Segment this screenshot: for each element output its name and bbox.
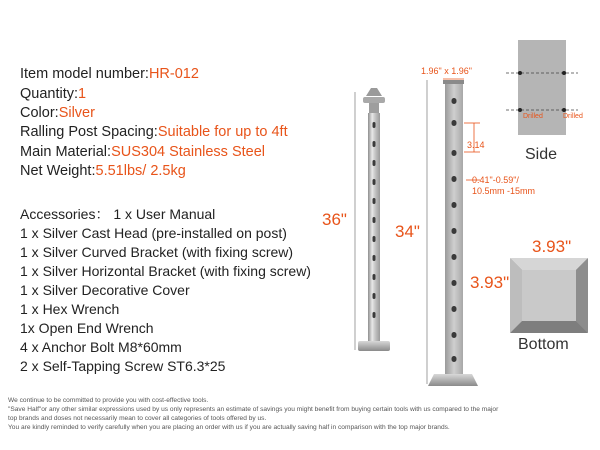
spec-label: Quantity: xyxy=(20,86,79,102)
railing-post-left xyxy=(358,88,390,351)
spec-value: Suitable for up to 4ft xyxy=(157,124,288,140)
spec-value: HR-012 xyxy=(148,66,199,82)
post-size-label: 1.96" x 1.96" xyxy=(421,66,472,76)
accessory-item: 1x Open End Wrench xyxy=(20,320,154,336)
accessory-item: 1 x Silver Horizontal Bracket (with fixing screw) xyxy=(20,263,311,279)
accessory-item: 1 x Hex Wrench xyxy=(20,301,120,317)
footer-line: top brands and doses not necessarily mean to cover all categories of tools offered by us. xyxy=(8,415,267,422)
railing-post-right xyxy=(428,80,478,386)
accessory-item: 4 x Anchor Bolt M8*60mm xyxy=(20,339,182,355)
hole-spacing-label: 3.14 xyxy=(467,140,485,150)
side-view-title: Side xyxy=(525,146,558,163)
accessory-item: 1 x Silver Curved Bracket (with fixing screw) xyxy=(20,244,294,260)
spec-label: Ralling Post Spacing: xyxy=(20,124,158,140)
bottom-view-diagram xyxy=(510,258,588,333)
spec-label: Item model number: xyxy=(20,66,149,82)
spec-label: Main Material: xyxy=(20,144,112,160)
bottom-view-title: Bottom xyxy=(518,336,569,353)
spec-value: Silver xyxy=(58,105,95,121)
base-width-label: 3.93" xyxy=(532,237,572,256)
height-label-34: 34" xyxy=(395,222,420,241)
height-label-36: 36" xyxy=(322,210,347,229)
spec-value: SUS304 Stainless Steel xyxy=(111,144,266,160)
footer-line: You are kindly reminded to verify carefully when you are placing an order with us if you are actually saving half in comparison with the top major brands. xyxy=(8,424,450,431)
footer-line: We continue to be committed to provide you with cost-effective tools. xyxy=(8,397,209,404)
accessories-title: Accessories： 1 x User Manual xyxy=(20,206,216,222)
accessory-item: 1 x Silver Cast Head (pre-installed on post) xyxy=(20,225,287,241)
base-height-label: 3.93" xyxy=(470,273,510,292)
spec-label: Color: xyxy=(20,105,59,121)
spec-label: Net Weight: xyxy=(20,163,96,179)
drilled-label-left: Drilled xyxy=(523,113,543,120)
spec-value: 5.51lbs/ 2.5kg xyxy=(95,163,186,179)
hole-size-mm-label: 10.5mm -15mm xyxy=(472,186,536,196)
accessory-item: 1 x Silver Decorative Cover xyxy=(20,282,190,298)
drilled-label-right: Drilled xyxy=(563,113,583,120)
spec-value: 1 xyxy=(78,86,87,102)
footer-line: "Save Half"or any other similar expressions used by us only represents an estimate of savings you might benefit from buying certain tools with us compared to the major xyxy=(8,406,499,413)
accessory-item: 2 x Self-Tapping Screw ST6.3*25 xyxy=(20,358,226,374)
hole-size-in-label: 0.41"-0.59"/ xyxy=(472,175,519,185)
side-view-diagram xyxy=(506,40,578,135)
